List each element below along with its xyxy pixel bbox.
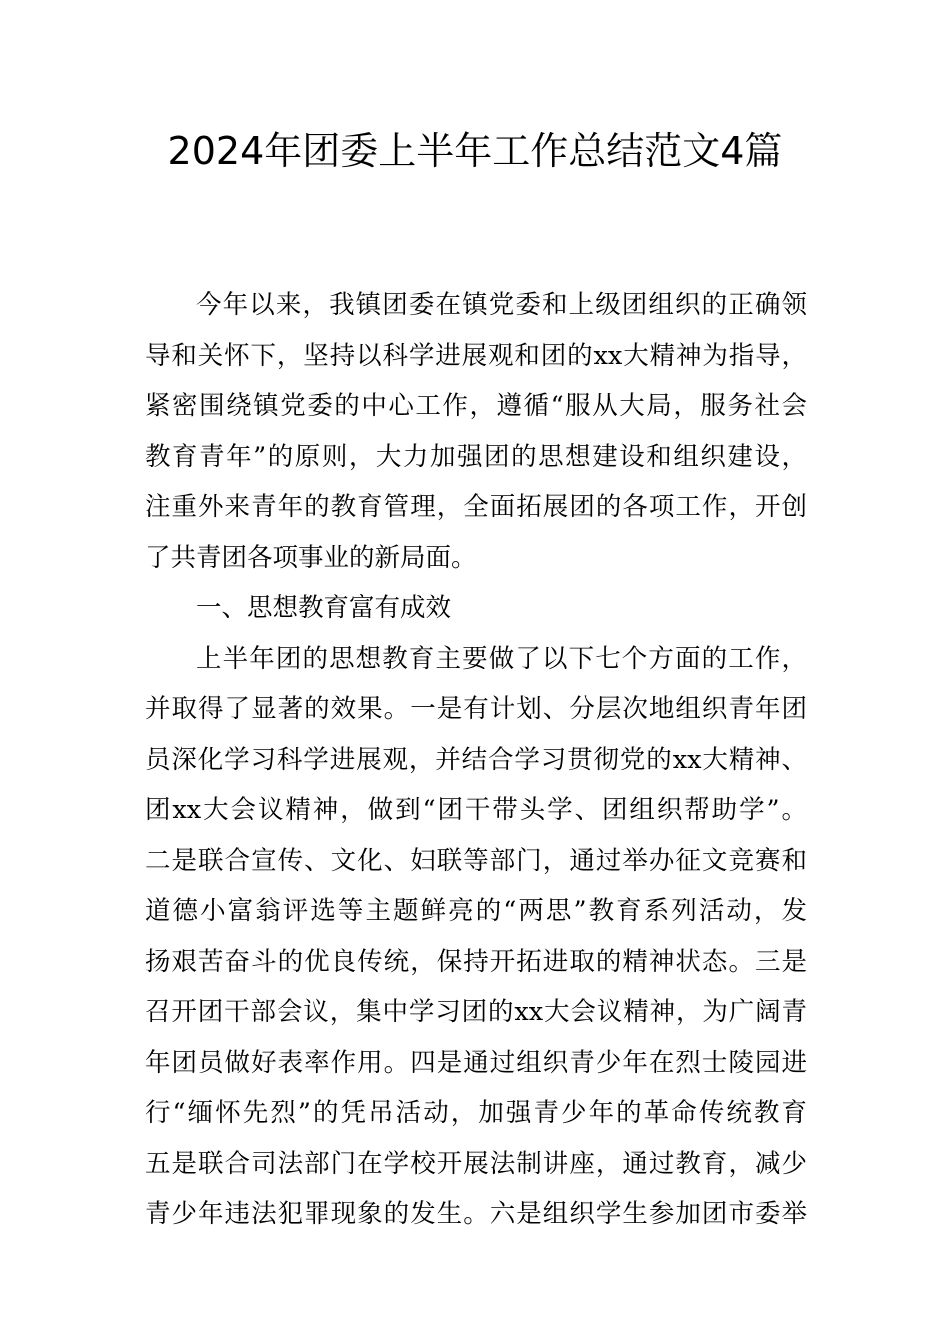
body-line: 团xx大会议精神，做到“团干带头学、团组织帮助学”。 — [145, 795, 807, 825]
body-line: 上半年团的思想教育主要做了以下七个方面的工作， — [196, 643, 807, 674]
body-line: 召开团干部会议，集中学习团的xx大会议精神，为广阔青 — [145, 997, 807, 1027]
document-body — [145, 280, 807, 1240]
body-line: 今年以来，我镇团委在镇党委和上级团组织的正确领 — [196, 290, 807, 320]
body-line: 注重外来青年的教育管理，全面拓展团的各项工作，开创 — [145, 492, 807, 522]
body-line: 并取得了显著的效果。一是有计划、分层次地组织青年团 — [145, 694, 807, 724]
body-line: 五是联合司法部门在学校开展法制讲座，通过教育，减少 — [145, 1148, 807, 1179]
body-line: 教育青年”的原则，大力加强团的思想建设和组织建设， — [145, 441, 807, 472]
body-line: 紧密围绕镇党委的中心工作，遵循“服从大局，服务社会 — [145, 391, 807, 421]
body-line: 导和关怀下，坚持以科学进展观和团的xx大精神为指导， — [145, 340, 807, 371]
body-line: 行“缅怀先烈”的凭吊活动，加强青少年的革命传统教育 — [145, 1098, 807, 1128]
body-line: 年团员做好表率作用。四是通过组织青少年在烈士陵园进 — [145, 1047, 807, 1078]
body-line: 员深化学习科学进展观，并结合学习贯彻党的xx大精神、 — [145, 744, 807, 775]
body-line: 道德小富翁评选等主题鲜亮的“两思”教育系列活动，发 — [145, 896, 807, 926]
body-line: 扬艰苦奋斗的优良传统，保持开拓进取的精神状态。三是 — [145, 946, 807, 977]
body-line: 了共青团各项事业的新局面。 — [145, 542, 477, 573]
body-line: 一、思想教育富有成效 — [196, 593, 452, 623]
body-line: 青少年违法犯罪现象的发生。六是组织学生参加团市委举 — [145, 1199, 807, 1229]
document-title: 2024年团委上半年工作总结范文4篇 — [167, 129, 783, 173]
body-line: 二是联合宣传、文化、妇联等部门，通过举办征文竞赛和 — [145, 845, 807, 876]
